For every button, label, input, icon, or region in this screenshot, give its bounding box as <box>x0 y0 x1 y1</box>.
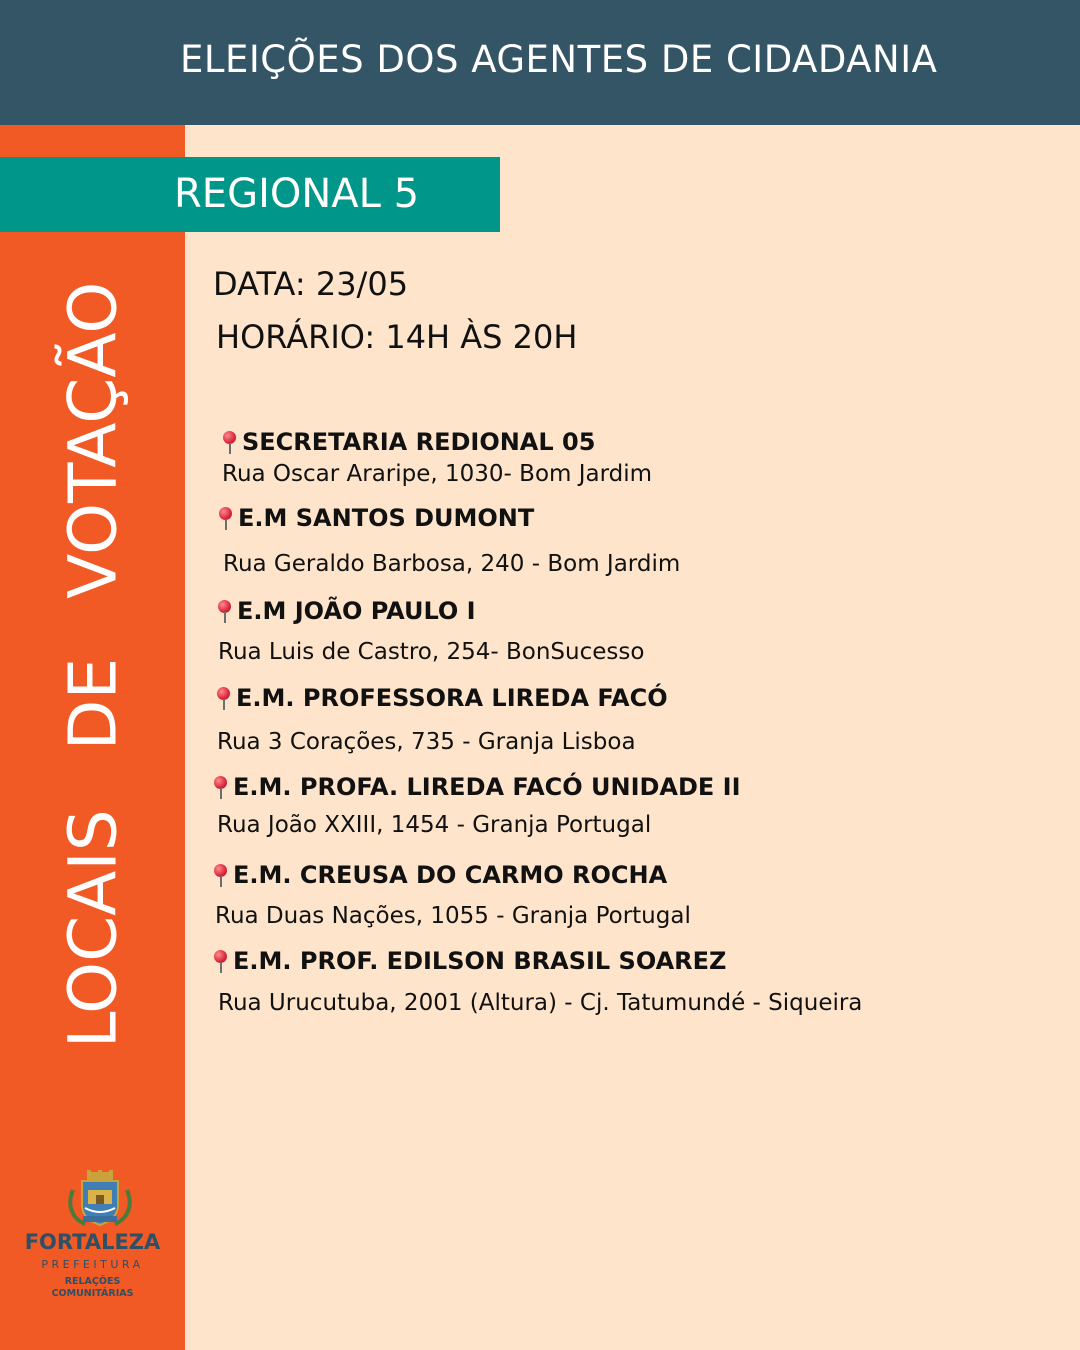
place-name-text: E.M. PROFA. LIREDA FACÓ UNIDADE II <box>233 773 741 801</box>
place-address: Rua 3 Corações, 735 - Granja Lisboa <box>217 729 636 755</box>
logo-department-line1: RELAÇÕES <box>64 1276 121 1287</box>
place-name-text: SECRETARIA REDIONAL 05 <box>242 428 596 456</box>
place-address: Rua Urucutuba, 2001 (Altura) - Cj. Tatumundé - Siqueira <box>218 990 863 1016</box>
logo-department <box>40 1276 145 1300</box>
map-pin-icon <box>216 685 232 711</box>
place-address: Rua Duas Nações, 1055 - Granja Portugal <box>215 903 691 929</box>
place-name <box>222 428 595 456</box>
vertical-title: LOCAIS DE VOTAÇÃO <box>54 281 132 1049</box>
place-name-text: E.M. PROFESSORA LIREDA FACÓ <box>236 684 668 712</box>
place-name-text: E.M. CREUSA DO CARMO ROCHA <box>233 861 668 889</box>
prefeitura-logo <box>10 1170 175 1310</box>
place-name <box>213 773 741 801</box>
map-pin-icon <box>218 505 234 531</box>
place-address: Rua Geraldo Barbosa, 240 - Bom Jardim <box>223 551 681 577</box>
place-name <box>218 504 534 532</box>
time-line: HORÁRIO: 14H ÀS 20H <box>216 318 578 356</box>
place-address: Rua João XXIII, 1454 - Granja Portugal <box>217 812 652 838</box>
map-pin-icon <box>213 948 229 974</box>
header-bar <box>0 0 1080 125</box>
place-name <box>213 861 667 889</box>
regional-banner <box>0 157 500 232</box>
map-pin-icon <box>213 774 229 800</box>
logo-subtitle: PREFEITURA <box>41 1258 144 1271</box>
place-name-text: E.M. PROF. EDILSON BRASIL SOAREZ <box>233 947 727 975</box>
regional-label: REGIONAL 5 <box>174 171 420 217</box>
place-address: Rua Oscar Araripe, 1030- Bom Jardim <box>222 461 653 487</box>
place-name <box>213 947 726 975</box>
coat-of-arms-icon <box>65 1170 135 1228</box>
place-name <box>216 684 668 712</box>
date-line: DATA: 23/05 <box>213 265 409 303</box>
logo-department-line2: COMUNITÁRIAS <box>51 1288 134 1299</box>
place-address: Rua Luis de Castro, 254- BonSucesso <box>218 639 645 665</box>
map-pin-icon <box>222 429 238 455</box>
header-title: ELEIÇÕES DOS AGENTES DE CIDADANIA <box>180 38 938 81</box>
place-name <box>217 597 476 625</box>
map-pin-icon <box>217 598 233 624</box>
place-name-text: E.M SANTOS DUMONT <box>238 504 535 532</box>
logo-city: FORTALEZA <box>24 1230 161 1254</box>
place-name-text: E.M JOÃO PAULO I <box>237 597 476 625</box>
map-pin-icon <box>213 862 229 888</box>
